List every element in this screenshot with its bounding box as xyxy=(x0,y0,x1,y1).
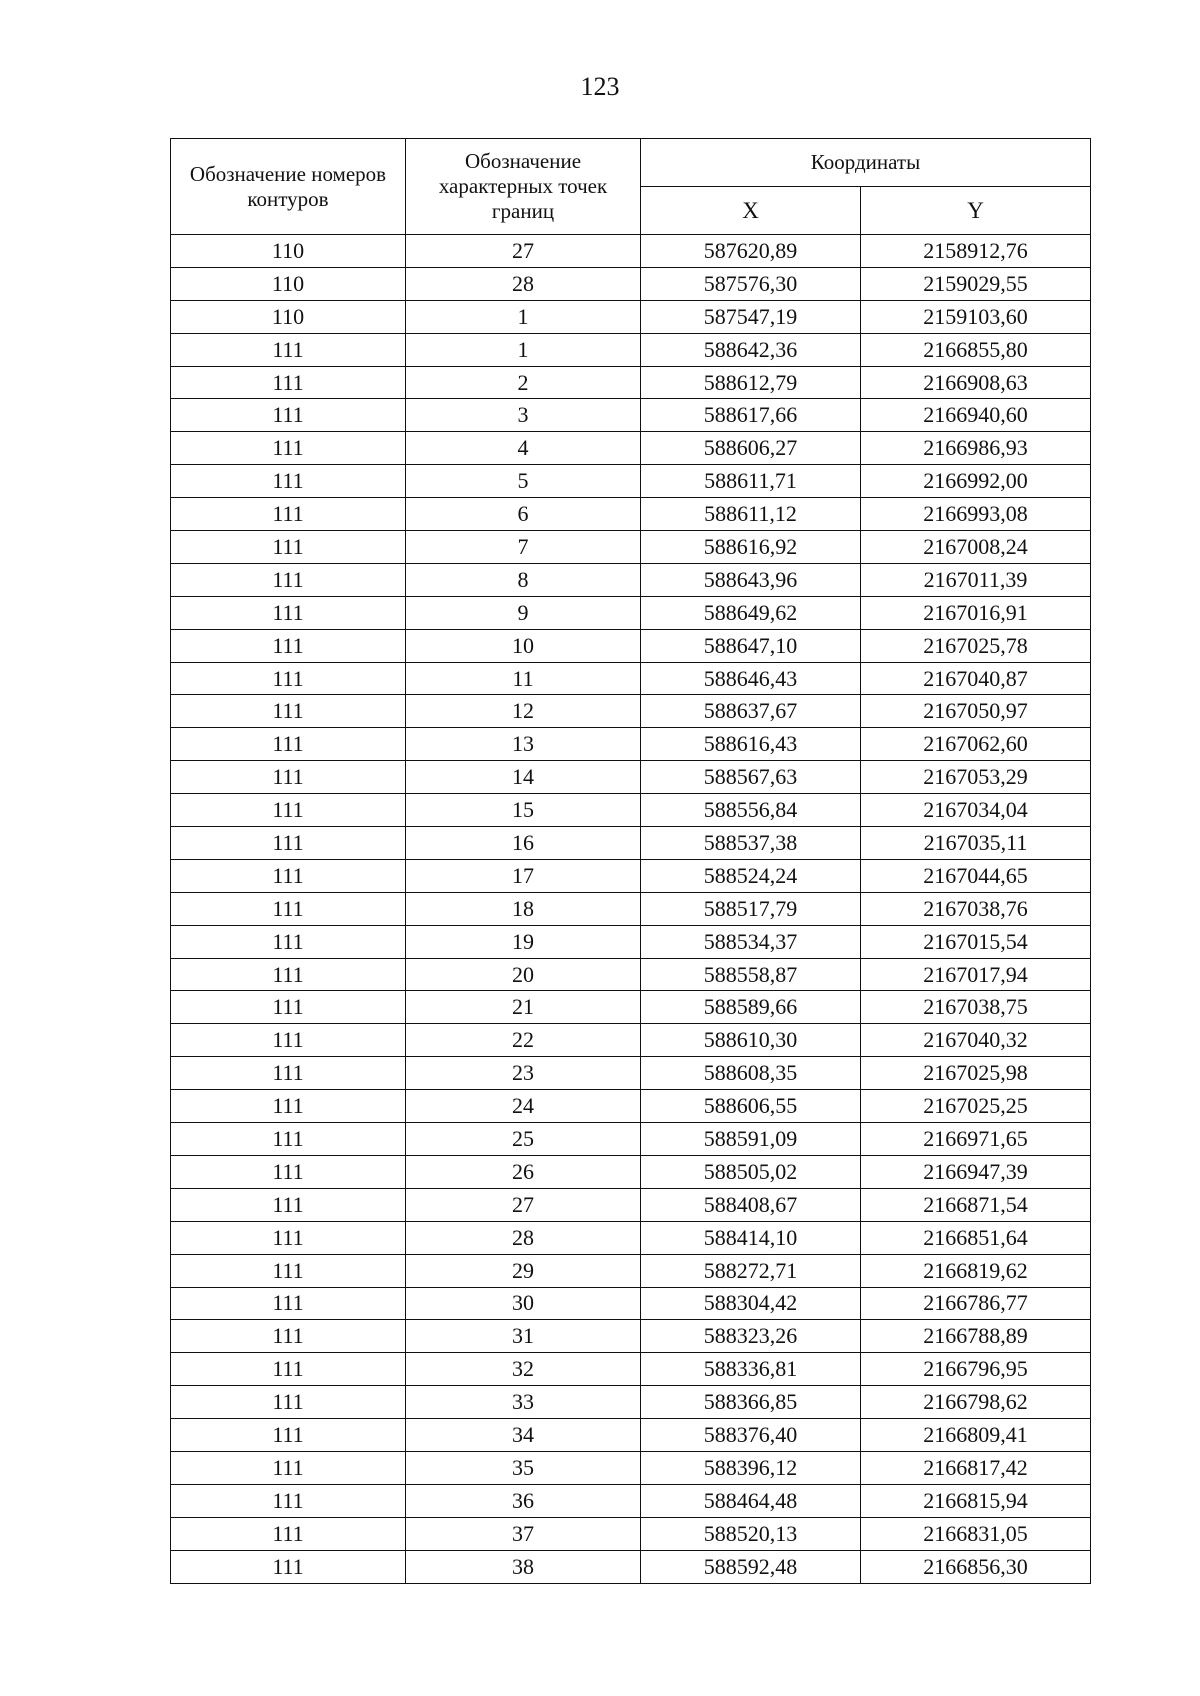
header-boundary-point: Обозначение характерных точек границ xyxy=(406,139,641,235)
cell-point-number: 6 xyxy=(406,498,641,531)
cell-y-coordinate: 2166851,64 xyxy=(861,1221,1091,1254)
cell-contour-number: 111 xyxy=(171,1287,406,1320)
cell-x-coordinate: 588610,30 xyxy=(641,1024,861,1057)
cell-y-coordinate: 2167025,98 xyxy=(861,1057,1091,1090)
cell-point-number: 29 xyxy=(406,1254,641,1287)
cell-x-coordinate: 588414,10 xyxy=(641,1221,861,1254)
cell-point-number: 3 xyxy=(406,399,641,432)
cell-point-number: 30 xyxy=(406,1287,641,1320)
table-row xyxy=(171,892,1091,925)
cell-contour-number: 111 xyxy=(171,531,406,564)
cell-x-coordinate: 588611,12 xyxy=(641,498,861,531)
cell-y-coordinate: 2167044,65 xyxy=(861,859,1091,892)
coordinates-table xyxy=(170,138,1091,1584)
cell-y-coordinate: 2166993,08 xyxy=(861,498,1091,531)
cell-x-coordinate: 588505,02 xyxy=(641,1155,861,1188)
cell-y-coordinate: 2166855,80 xyxy=(861,333,1091,366)
cell-x-coordinate: 588642,36 xyxy=(641,333,861,366)
cell-y-coordinate: 2167025,25 xyxy=(861,1090,1091,1123)
cell-y-coordinate: 2166819,62 xyxy=(861,1254,1091,1287)
cell-contour-number: 111 xyxy=(171,958,406,991)
cell-x-coordinate: 588647,10 xyxy=(641,629,861,662)
cell-y-coordinate: 2167053,29 xyxy=(861,761,1091,794)
cell-point-number: 13 xyxy=(406,728,641,761)
cell-x-coordinate: 588556,84 xyxy=(641,794,861,827)
table-row xyxy=(171,629,1091,662)
cell-point-number: 26 xyxy=(406,1155,641,1188)
cell-contour-number: 111 xyxy=(171,925,406,958)
table-row xyxy=(171,596,1091,629)
cell-x-coordinate: 588611,71 xyxy=(641,465,861,498)
cell-contour-number: 111 xyxy=(171,859,406,892)
cell-contour-number: 111 xyxy=(171,1451,406,1484)
table-row xyxy=(171,1353,1091,1386)
cell-contour-number: 111 xyxy=(171,1155,406,1188)
cell-x-coordinate: 588643,96 xyxy=(641,563,861,596)
cell-x-coordinate: 588272,71 xyxy=(641,1254,861,1287)
cell-y-coordinate: 2166831,05 xyxy=(861,1517,1091,1550)
cell-y-coordinate: 2166798,62 xyxy=(861,1386,1091,1419)
table-row xyxy=(171,1517,1091,1550)
cell-contour-number: 110 xyxy=(171,267,406,300)
table-row xyxy=(171,728,1091,761)
cell-point-number: 20 xyxy=(406,958,641,991)
cell-contour-number: 111 xyxy=(171,498,406,531)
cell-point-number: 4 xyxy=(406,432,641,465)
table-row xyxy=(171,531,1091,564)
table-row xyxy=(171,465,1091,498)
header-contour-number: Обозначение номеров контуров xyxy=(171,139,406,235)
cell-contour-number: 111 xyxy=(171,1057,406,1090)
cell-contour-number: 111 xyxy=(171,629,406,662)
cell-contour-number: 111 xyxy=(171,596,406,629)
table-row xyxy=(171,859,1091,892)
cell-y-coordinate: 2166786,77 xyxy=(861,1287,1091,1320)
cell-y-coordinate: 2166788,89 xyxy=(861,1320,1091,1353)
cell-y-coordinate: 2167008,24 xyxy=(861,531,1091,564)
cell-y-coordinate: 2166871,54 xyxy=(861,1188,1091,1221)
cell-x-coordinate: 588567,63 xyxy=(641,761,861,794)
cell-x-coordinate: 588606,27 xyxy=(641,432,861,465)
cell-contour-number: 111 xyxy=(171,465,406,498)
cell-x-coordinate: 588616,92 xyxy=(641,531,861,564)
table-row xyxy=(171,1221,1091,1254)
cell-point-number: 1 xyxy=(406,333,641,366)
cell-point-number: 24 xyxy=(406,1090,641,1123)
table-row xyxy=(171,1484,1091,1517)
header-x: X xyxy=(641,187,861,235)
cell-y-coordinate: 2166796,95 xyxy=(861,1353,1091,1386)
cell-y-coordinate: 2167025,78 xyxy=(861,629,1091,662)
cell-contour-number: 111 xyxy=(171,1024,406,1057)
cell-point-number: 19 xyxy=(406,925,641,958)
cell-contour-number: 111 xyxy=(171,991,406,1024)
table-row xyxy=(171,1024,1091,1057)
table-row xyxy=(171,300,1091,333)
cell-point-number: 34 xyxy=(406,1419,641,1452)
table-row xyxy=(171,1320,1091,1353)
cell-x-coordinate: 587576,30 xyxy=(641,267,861,300)
table-row xyxy=(171,399,1091,432)
cell-y-coordinate: 2166992,00 xyxy=(861,465,1091,498)
cell-x-coordinate: 588366,85 xyxy=(641,1386,861,1419)
cell-x-coordinate: 588558,87 xyxy=(641,958,861,991)
cell-contour-number: 111 xyxy=(171,1353,406,1386)
cell-x-coordinate: 588589,66 xyxy=(641,991,861,1024)
cell-y-coordinate: 2166817,42 xyxy=(861,1451,1091,1484)
cell-contour-number: 111 xyxy=(171,1386,406,1419)
table-row xyxy=(171,498,1091,531)
table-row xyxy=(171,1155,1091,1188)
cell-x-coordinate: 588616,43 xyxy=(641,728,861,761)
table-row xyxy=(171,432,1091,465)
cell-x-coordinate: 588617,66 xyxy=(641,399,861,432)
cell-contour-number: 111 xyxy=(171,1550,406,1583)
table-row xyxy=(171,563,1091,596)
cell-contour-number: 111 xyxy=(171,827,406,860)
table-row xyxy=(171,925,1091,958)
cell-y-coordinate: 2166940,60 xyxy=(861,399,1091,432)
cell-y-coordinate: 2167034,04 xyxy=(861,794,1091,827)
cell-y-coordinate: 2158912,76 xyxy=(861,235,1091,268)
cell-point-number: 21 xyxy=(406,991,641,1024)
cell-y-coordinate: 2166856,30 xyxy=(861,1550,1091,1583)
cell-x-coordinate: 588323,26 xyxy=(641,1320,861,1353)
cell-x-coordinate: 588336,81 xyxy=(641,1353,861,1386)
cell-y-coordinate: 2167017,94 xyxy=(861,958,1091,991)
cell-point-number: 9 xyxy=(406,596,641,629)
cell-point-number: 27 xyxy=(406,235,641,268)
cell-contour-number: 111 xyxy=(171,695,406,728)
cell-x-coordinate: 588517,79 xyxy=(641,892,861,925)
cell-contour-number: 111 xyxy=(171,333,406,366)
cell-contour-number: 111 xyxy=(171,1221,406,1254)
cell-point-number: 28 xyxy=(406,267,641,300)
table-row xyxy=(171,1419,1091,1452)
cell-contour-number: 111 xyxy=(171,1188,406,1221)
cell-y-coordinate: 2166971,65 xyxy=(861,1123,1091,1156)
cell-point-number: 14 xyxy=(406,761,641,794)
cell-x-coordinate: 588408,67 xyxy=(641,1188,861,1221)
cell-x-coordinate: 588646,43 xyxy=(641,662,861,695)
table-row xyxy=(171,1090,1091,1123)
table-row xyxy=(171,1386,1091,1419)
cell-point-number: 35 xyxy=(406,1451,641,1484)
cell-point-number: 1 xyxy=(406,300,641,333)
cell-x-coordinate: 588606,55 xyxy=(641,1090,861,1123)
cell-x-coordinate: 588537,38 xyxy=(641,827,861,860)
cell-contour-number: 111 xyxy=(171,662,406,695)
cell-x-coordinate: 588304,42 xyxy=(641,1287,861,1320)
cell-point-number: 23 xyxy=(406,1057,641,1090)
cell-y-coordinate: 2167050,97 xyxy=(861,695,1091,728)
cell-contour-number: 111 xyxy=(171,1090,406,1123)
cell-point-number: 22 xyxy=(406,1024,641,1057)
cell-x-coordinate: 588520,13 xyxy=(641,1517,861,1550)
header-coordinates: Координаты xyxy=(641,139,1091,187)
cell-point-number: 36 xyxy=(406,1484,641,1517)
cell-y-coordinate: 2167035,11 xyxy=(861,827,1091,860)
cell-y-coordinate: 2167040,32 xyxy=(861,1024,1091,1057)
table-row xyxy=(171,794,1091,827)
table-row xyxy=(171,1254,1091,1287)
cell-y-coordinate: 2159029,55 xyxy=(861,267,1091,300)
cell-contour-number: 111 xyxy=(171,728,406,761)
cell-x-coordinate: 588612,79 xyxy=(641,366,861,399)
cell-y-coordinate: 2166809,41 xyxy=(861,1419,1091,1452)
table-row xyxy=(171,1287,1091,1320)
cell-contour-number: 111 xyxy=(171,1254,406,1287)
page-number: 123 xyxy=(580,72,620,101)
cell-x-coordinate: 588376,40 xyxy=(641,1419,861,1452)
cell-point-number: 12 xyxy=(406,695,641,728)
cell-point-number: 7 xyxy=(406,531,641,564)
cell-contour-number: 111 xyxy=(171,366,406,399)
table-row xyxy=(171,1123,1091,1156)
cell-point-number: 2 xyxy=(406,366,641,399)
cell-x-coordinate: 588591,09 xyxy=(641,1123,861,1156)
table-row xyxy=(171,1451,1091,1484)
cell-x-coordinate: 587620,89 xyxy=(641,235,861,268)
cell-contour-number: 111 xyxy=(171,794,406,827)
cell-y-coordinate: 2166947,39 xyxy=(861,1155,1091,1188)
cell-point-number: 16 xyxy=(406,827,641,860)
cell-y-coordinate: 2167038,76 xyxy=(861,892,1091,925)
cell-contour-number: 111 xyxy=(171,563,406,596)
cell-contour-number: 111 xyxy=(171,1320,406,1353)
cell-point-number: 5 xyxy=(406,465,641,498)
table-row xyxy=(171,991,1091,1024)
cell-point-number: 31 xyxy=(406,1320,641,1353)
cell-x-coordinate: 588396,12 xyxy=(641,1451,861,1484)
table-row xyxy=(171,366,1091,399)
cell-point-number: 33 xyxy=(406,1386,641,1419)
table-row xyxy=(171,695,1091,728)
cell-contour-number: 111 xyxy=(171,1484,406,1517)
cell-point-number: 38 xyxy=(406,1550,641,1583)
table-row xyxy=(171,1188,1091,1221)
cell-y-coordinate: 2167062,60 xyxy=(861,728,1091,761)
cell-point-number: 11 xyxy=(406,662,641,695)
cell-y-coordinate: 2159103,60 xyxy=(861,300,1091,333)
cell-x-coordinate: 588524,24 xyxy=(641,859,861,892)
cell-point-number: 15 xyxy=(406,794,641,827)
table-row xyxy=(171,235,1091,268)
cell-y-coordinate: 2166815,94 xyxy=(861,1484,1091,1517)
cell-x-coordinate: 588464,48 xyxy=(641,1484,861,1517)
cell-point-number: 10 xyxy=(406,629,641,662)
table-row xyxy=(171,662,1091,695)
cell-x-coordinate: 588534,37 xyxy=(641,925,861,958)
cell-contour-number: 111 xyxy=(171,892,406,925)
cell-point-number: 8 xyxy=(406,563,641,596)
cell-point-number: 37 xyxy=(406,1517,641,1550)
cell-contour-number: 110 xyxy=(171,300,406,333)
header-y: Y xyxy=(861,187,1091,235)
table-body xyxy=(171,235,1091,1584)
cell-y-coordinate: 2167038,75 xyxy=(861,991,1091,1024)
cell-x-coordinate: 588637,67 xyxy=(641,695,861,728)
cell-x-coordinate: 588608,35 xyxy=(641,1057,861,1090)
table-row xyxy=(171,958,1091,991)
cell-y-coordinate: 2166908,63 xyxy=(861,366,1091,399)
cell-y-coordinate: 2167011,39 xyxy=(861,563,1091,596)
table-row xyxy=(171,333,1091,366)
table-row xyxy=(171,1057,1091,1090)
cell-y-coordinate: 2167016,91 xyxy=(861,596,1091,629)
cell-point-number: 32 xyxy=(406,1353,641,1386)
table-row xyxy=(171,267,1091,300)
cell-contour-number: 111 xyxy=(171,1517,406,1550)
cell-contour-number: 110 xyxy=(171,235,406,268)
cell-point-number: 25 xyxy=(406,1123,641,1156)
cell-contour-number: 111 xyxy=(171,399,406,432)
cell-contour-number: 111 xyxy=(171,1419,406,1452)
table-row xyxy=(171,761,1091,794)
cell-point-number: 17 xyxy=(406,859,641,892)
cell-contour-number: 111 xyxy=(171,432,406,465)
cell-point-number: 18 xyxy=(406,892,641,925)
cell-contour-number: 111 xyxy=(171,1123,406,1156)
cell-y-coordinate: 2166986,93 xyxy=(861,432,1091,465)
cell-x-coordinate: 588592,48 xyxy=(641,1550,861,1583)
cell-x-coordinate: 587547,19 xyxy=(641,300,861,333)
cell-contour-number: 111 xyxy=(171,761,406,794)
cell-x-coordinate: 588649,62 xyxy=(641,596,861,629)
cell-y-coordinate: 2167040,87 xyxy=(861,662,1091,695)
table-row xyxy=(171,827,1091,860)
cell-y-coordinate: 2167015,54 xyxy=(861,925,1091,958)
cell-point-number: 27 xyxy=(406,1188,641,1221)
table-row xyxy=(171,1550,1091,1583)
cell-point-number: 28 xyxy=(406,1221,641,1254)
